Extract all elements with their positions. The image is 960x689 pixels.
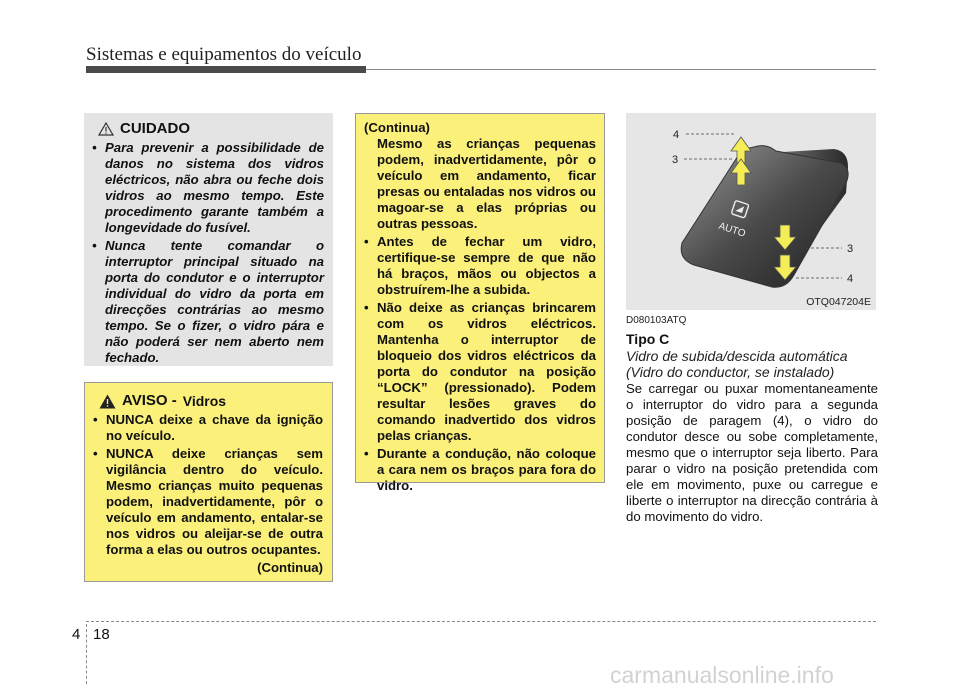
caution-item: • Para prevenir a possibilidade de danos no sistema dos vidros eléctricos, não abra ou feche dois vidros ao mesmo tempo. Este procedimento garante também a longevidade do fusível.	[92, 140, 324, 236]
section-body: Se carregar ou puxar momentaneamente o interruptor do vidro para a segunda posição de paragem (4), o vidro do condutor desce ou sobe completamente, mesmo que o interruptor seja liberto. Para parar o vidro na posição pretendida com ele em movimento, puxe ou carregue e liberte o interruptor na direcção contrária à do movimento do vidro.	[626, 381, 878, 524]
page-number: 18	[93, 626, 110, 643]
caution-list	[92, 140, 324, 366]
caution-heading	[98, 121, 324, 137]
continued-box	[355, 113, 605, 493]
watermark: carmanualsonline.info	[610, 662, 834, 688]
section-subtitle: Vidro de subida/descida automática (Vidro do conductor, se instalado)	[626, 348, 848, 380]
warning-triangle-icon	[99, 394, 116, 409]
caution-triangle-icon	[98, 122, 114, 136]
caution-item: • Nunca tente comandar o interruptor principal situado na porta do condutor e o interruptor individual do vidro da porta em direcções contrárias ao mesmo tempo. Se o fizer, o vidro pára e não poderá ser nem aberto nem fechado.	[92, 238, 324, 366]
page-header-title: Sistemas e equipamentos do veículo	[86, 44, 362, 65]
warning-box	[84, 382, 333, 582]
figure-code: OTQ047204E	[806, 296, 871, 308]
continued-heading: (Continua)	[364, 120, 430, 135]
warning-title: AVISO -	[122, 392, 177, 409]
page-chapter: 4	[72, 626, 81, 643]
footer-rule	[86, 621, 876, 622]
label-position-3-down: 3	[847, 243, 854, 255]
section-code: D080103ATQ	[626, 315, 687, 326]
label-position-4-down: 4	[847, 273, 854, 285]
footer-divider	[86, 624, 87, 684]
warning-item: • NUNCA deixe a chave da ignição no veículo.	[93, 412, 323, 444]
warning-continued: (Continua)	[257, 560, 323, 575]
window-switch-figure	[626, 113, 876, 310]
label-position-3-up: 3	[672, 154, 679, 166]
continued-item: • Durante a condução, não coloque a cara nem os braços para fora do vidro.	[364, 446, 596, 494]
caution-box	[84, 113, 333, 366]
header-bar	[86, 66, 366, 73]
continued-paragraph: Mesmo as crianças pequenas podem, inadvertidamente, pôr o veículo em andamento, ficar presas ou entaladas nos vidros ou magoar-se a elas próprias ou outras pessoas.	[377, 136, 596, 231]
warning-heading	[99, 393, 323, 409]
section-title: Tipo C	[626, 331, 670, 347]
continued-item: • Não deixe as crianças brincarem com os vidros eléctricos. Mantenha o interruptor de bloqueio dos vidros eléctricos da porta do condutor na posição “LOCK” (pressionado). Podem resultar lesões graves do comando inadvertido dos vidros pelas crianças.	[364, 300, 596, 444]
continued-list	[364, 234, 596, 494]
header-rule	[366, 69, 876, 70]
warning-item: • NUNCA deixe crianças sem vigilância dentro do veículo. Mesmo crianças muito pequenas podem, inadvertidamente, pôr o veículo em andamento, entalar-se nos vidros ou aleijar-se de outra forma a elas ou outros ocupantes.	[93, 446, 323, 558]
label-position-4-up: 4	[673, 129, 680, 141]
window-switch-illustration	[626, 113, 876, 310]
continued-item: • Antes de fechar um vidro, certifique-se sempre de que não há braços, mãos ou objectos a obstruírem-lhe a subida.	[364, 234, 596, 298]
caution-title: CUIDADO	[120, 120, 190, 137]
warning-list	[93, 412, 323, 558]
warning-subtitle: Vidros	[182, 393, 227, 409]
switch-auto-label: AUTO	[717, 220, 747, 240]
